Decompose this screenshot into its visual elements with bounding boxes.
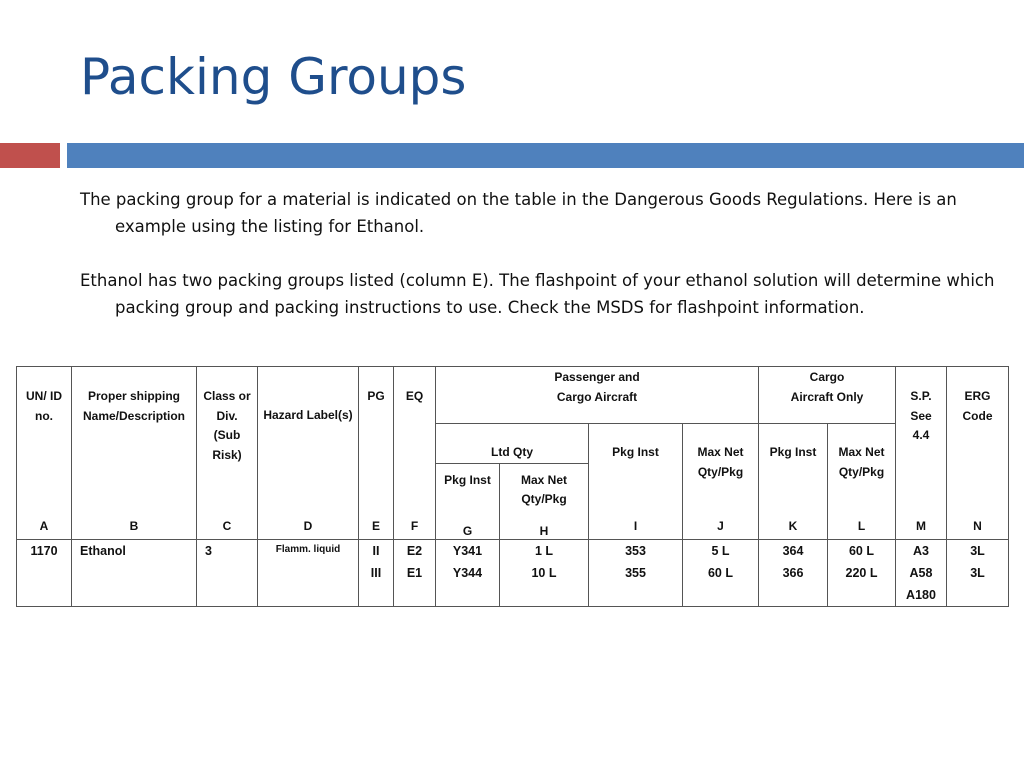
header-ltd-qty: Ltd Qty xyxy=(436,424,589,464)
header-cargo-aircraft-only: Cargo Aircraft Only xyxy=(759,367,896,424)
slide-title: Packing Groups xyxy=(80,48,467,106)
table-row xyxy=(17,539,1009,606)
column-letter: M xyxy=(916,518,926,533)
column-letter: N xyxy=(973,518,982,533)
column-letter: G xyxy=(462,523,473,538)
header-eq: EQ F xyxy=(394,367,436,540)
title-rule-blue xyxy=(67,143,1024,168)
column-letter: B xyxy=(129,518,139,533)
column-letter: K xyxy=(788,518,798,533)
cell-hazard-label: Flamm. liquid xyxy=(258,539,359,606)
cell-excepted-quantity: E2 E1 xyxy=(394,539,436,606)
intro-paragraph: The packing group for a material is indicated on the table in the Dangerous Goods Regulations. Here is an example using the listing for Ethanol. xyxy=(80,190,957,236)
header-passenger-pkg-inst: Pkg Inst I xyxy=(589,424,683,540)
cell-class: 3 xyxy=(197,539,258,606)
header-class-div: Class or Div. (Sub Risk) C xyxy=(197,367,258,540)
header-passenger-cargo-aircraft: Passenger and Cargo Aircraft xyxy=(436,367,759,424)
cell-cargo-max-net: 60 L 220 L xyxy=(828,539,896,606)
column-letter: E xyxy=(371,518,380,533)
column-letter: F xyxy=(410,518,419,533)
column-letter: D xyxy=(303,518,313,533)
cell-special-provisions: A3 A58 A180 xyxy=(896,539,947,606)
title-rule-red xyxy=(0,143,60,168)
header-pg: PG E xyxy=(359,367,394,540)
header-ltd-max-net: Max Net Qty/Pkg H xyxy=(500,463,589,539)
dangerous-goods-table xyxy=(16,366,1009,607)
column-letter: J xyxy=(717,518,724,533)
cell-proper-name: Ethanol xyxy=(72,539,197,606)
header-cargo-pkg-inst: Pkg Inst K xyxy=(759,424,828,540)
column-letter: C xyxy=(222,518,232,533)
cell-un-number: 1170 xyxy=(17,539,72,606)
column-letter: I xyxy=(633,518,638,533)
cell-ltd-max-net: 1 L 10 L xyxy=(500,539,589,606)
header-hazard-label: Hazard Label(s) D xyxy=(258,367,359,540)
cell-passenger-max-net: 5 L 60 L xyxy=(683,539,759,606)
header-ltd-pkg-inst: Pkg Inst G xyxy=(436,463,500,539)
cell-erg-code: 3L 3L xyxy=(947,539,1009,606)
header-erg-code: ERG Code N xyxy=(947,367,1009,540)
cell-ltd-pkg-inst: Y341 Y344 xyxy=(436,539,500,606)
header-proper-shipping: Proper shipping Name/Description B xyxy=(72,367,197,540)
header-cargo-max-net: Max Net Qty/Pkg L xyxy=(828,424,896,540)
header-special-provisions: S.P. See 4.4 M xyxy=(896,367,947,540)
header-un-id: UN/ ID no. A xyxy=(17,367,72,540)
column-letter: H xyxy=(539,523,549,538)
cell-packing-group: II III xyxy=(359,539,394,606)
header-passenger-max-net: Max Net Qty/Pkg J xyxy=(683,424,759,540)
column-letter: A xyxy=(39,518,49,533)
column-letter: L xyxy=(857,518,866,533)
cell-passenger-pkg-inst: 353 355 xyxy=(589,539,683,606)
cell-cargo-pkg-inst: 364 366 xyxy=(759,539,828,606)
ethanol-paragraph: Ethanol has two packing groups listed (column E). The flashpoint of your ethanol solution will determine which packing group and packing instructions to use. Check the MSDS for flashpoint information. xyxy=(80,271,995,317)
